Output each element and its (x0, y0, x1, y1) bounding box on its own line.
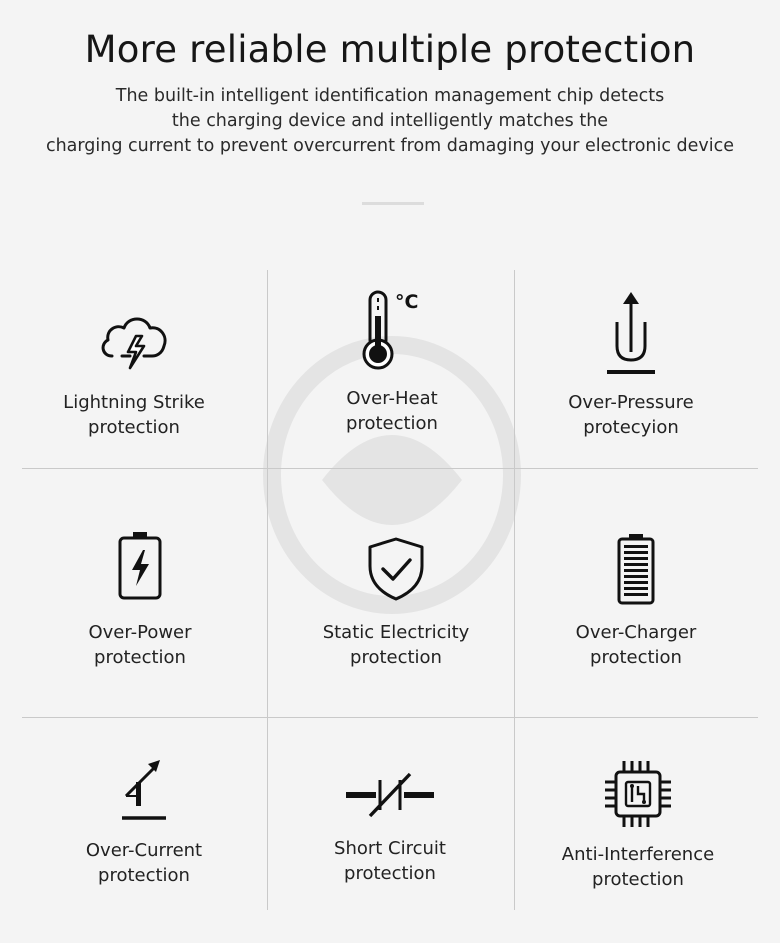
feature-over-heat (292, 288, 492, 436)
battery-bolt-icon (116, 530, 164, 602)
feature-title: Anti-Interference (561, 844, 715, 865)
feature-subtitle: protection (346, 413, 438, 434)
feature-lightning-strike (34, 306, 234, 440)
feature-subtitle: protection (344, 863, 436, 884)
feature-title: Over-Pressure (568, 392, 694, 413)
cloud-lightning-icon (98, 306, 170, 372)
shield-check-icon (365, 536, 427, 602)
feature-subtitle: protection (98, 865, 190, 886)
feature-label (536, 620, 736, 670)
feature-title: Short Circuit (334, 838, 446, 859)
feature-subtitle: protection (592, 869, 684, 890)
feature-title: Lightning Strike (63, 392, 205, 413)
feature-over-current (44, 756, 244, 888)
feature-title: Over-Charger (575, 622, 697, 643)
subtitle-line-2: the charging device and intelligently matches the (171, 111, 609, 131)
feature-label (538, 842, 738, 892)
feature-anti-interference (538, 758, 738, 892)
title-divider (362, 202, 424, 205)
thermometer-celsius-icon (357, 288, 427, 372)
page-title: More reliable multiple protection (84, 28, 696, 71)
feature-label (44, 838, 244, 888)
feature-subtitle: protection (94, 647, 186, 668)
feature-subtitle: protecyion (583, 417, 679, 438)
feature-over-pressure (531, 290, 731, 440)
subtitle-line-3: charging current to prevent overcurrent from damaging your electronic device (45, 136, 735, 156)
feature-short-circuit (290, 770, 490, 886)
feature-subtitle: protection (350, 647, 442, 668)
grid-divider-row-1 (22, 468, 758, 469)
grid-divider-row-2 (22, 717, 758, 718)
feature-title: Over-Current (85, 840, 203, 861)
battery-full-icon (615, 532, 657, 606)
feature-label (290, 836, 490, 886)
chip-icon (602, 758, 674, 830)
pressure-up-arrow-icon (603, 290, 659, 376)
feature-over-charger (536, 532, 736, 670)
feature-label (40, 620, 240, 670)
feature-subtitle: protection (590, 647, 682, 668)
short-circuit-icon (344, 770, 436, 820)
feature-label (292, 386, 492, 436)
feature-title: Static Electricity (322, 622, 470, 643)
grid-divider-col-1 (267, 270, 268, 910)
feature-static-electricity (296, 536, 496, 670)
subtitle-line-1: The built-in intelligent identification management chip detects (115, 86, 665, 106)
feature-label (531, 390, 731, 440)
switch-arrow-icon (116, 756, 172, 822)
grid-divider-col-2 (514, 270, 515, 910)
feature-label (34, 390, 234, 440)
feature-label (296, 620, 496, 670)
feature-subtitle: protection (88, 417, 180, 438)
feature-title: Over-Heat (346, 388, 438, 409)
celsius-unit: °C (395, 291, 419, 313)
feature-over-power (40, 530, 240, 670)
page-subtitle (0, 84, 780, 159)
feature-title: Over-Power (88, 622, 192, 643)
